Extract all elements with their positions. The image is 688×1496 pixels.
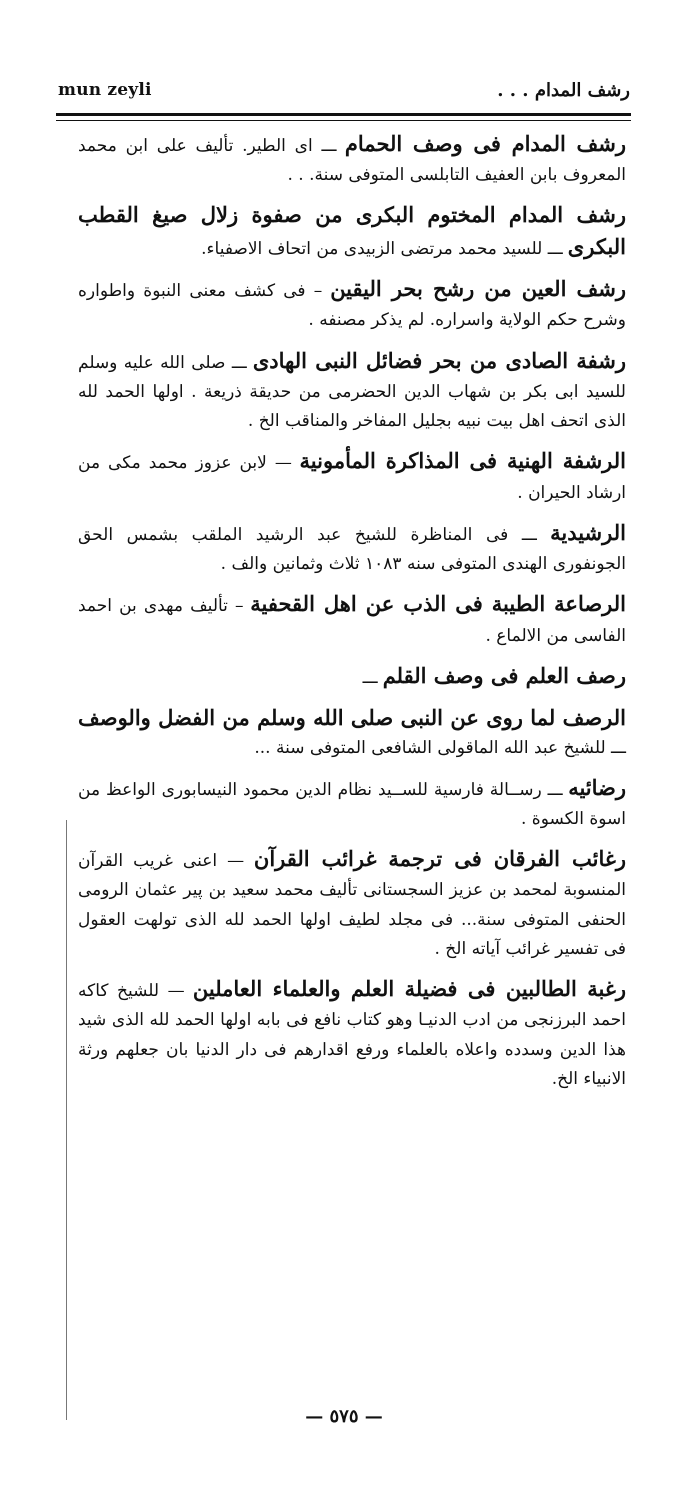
entry-title: الرشفة الهنية فى المذاكرة المأمونية (299, 448, 626, 474)
entry-title: الرصف لما روى عن النبى صلى الله وسلم من الفضل والوصف (78, 705, 626, 731)
entry (78, 843, 626, 964)
entry-text: ـــ صلى الله عليه وسلم للسيد ابى بكر بن شهاب الدين الحضرمى من حديقة ذريعة . اولها الحمد لله الذى اتحف اهل بيت نبيه بجليل المفاخر والمناقب الخ . (78, 352, 626, 432)
margin-mark (66, 820, 67, 1420)
entry-title: رشف العين من رشح بحر اليقين (330, 276, 626, 302)
page-number: — ٥٧٥ — (305, 1406, 383, 1427)
entry (78, 772, 626, 834)
running-head-left: mun zeyli (58, 80, 152, 100)
entry-text: ـــ للشيخ عبد الله الماقولى الشافعى المتوفى سنة ... (254, 737, 626, 758)
entry-title: رغبة الطالبين فى فضيلة العلم والعلماء العاملين (192, 976, 626, 1002)
entry-title: رضائيه (568, 774, 626, 800)
entry (78, 588, 626, 650)
entry (78, 973, 626, 1094)
entry (78, 345, 626, 437)
entry (78, 517, 626, 579)
entry (78, 445, 626, 507)
entry (78, 199, 626, 264)
entries-list (78, 128, 626, 1103)
entry-text: — اعنى غريب القرآن المنسوبة لمحمد بن عزيز السجستانى تأليف محمد سعيد بن پير عثمان الرومى الحنفى المتوفى سنة... فى مجلد لطيف اولها الحمد لله الذى تولهت العقول فى تفسير غرائب آياته الخ . (78, 851, 626, 959)
entry-text: — لابن عزوز محمد مكى من ارشاد الحيران . (78, 453, 626, 503)
entry-text: ـــ للسيد محمد مرتضى الزبيدى من اتحاف الاصفياء. (201, 238, 563, 259)
entry-title: رشف المدام المختوم البكرى من صفوة زلال صيغ القطب البكرى (78, 202, 626, 259)
entry (78, 702, 626, 763)
entry (78, 660, 626, 693)
entry-title: رصف العلم فى وصف القلم (382, 662, 626, 688)
entry-text: ـــ فى المناظرة للشيخ عبد الرشيد الملقب بشمس الحق الجونفورى الهندى المتوفى سنه ١٠٨٣ ثلاث وثمانين والف . (78, 524, 626, 575)
entry-title: رشفة الصادى من بحر فضائل النبى الهادى (252, 347, 626, 373)
entry-text: ـــ رســالة فارسية للســيد نظام الدين محمود النيسابورى الواعظ من اسوة الكسوة . (78, 779, 626, 829)
entry-text: ـــ (362, 667, 378, 688)
entry-text: ـــ اى الطير. تأليف على ابن محمد المعروف بابن العفيف التابلسى المتوفى سنة. . . (78, 136, 626, 186)
entry-text: – تأليف مهدى بن احمد الفاسى من الالماع . (78, 596, 626, 646)
entry-text: — للشيخ كاكه احمد البرزنجى من ادب الدنيـا وهو كتاب نافع فى بابه اولها الحمد لله الذى شيد هذا الدين وسدده واعلاه بالعلماء ورفع اقدارهم فى دار الدنيا بان جعلهم ورثة الانبياء الخ. (78, 981, 626, 1089)
header-rule-thin (56, 120, 631, 121)
entry-title: الرصاعة الطيبة فى الذب عن اهل القحفية (250, 591, 627, 617)
entry-text: – فى كشف معنى النبوة واطواره وشرح حكم الولاية واسراره. لم يذكر مصنفه . (78, 281, 626, 331)
running-head-right: رشف المدام . . . (497, 80, 630, 101)
entry-title: رغائب الفرقان فى ترجمة غرائب القرآن (253, 846, 626, 872)
entry-title: رشف المدام فى وصف الحمام (344, 131, 626, 156)
header-rule-thick (56, 113, 631, 116)
entry-title: الرشيدية (550, 519, 626, 545)
entry (78, 273, 626, 335)
entry (78, 128, 626, 190)
